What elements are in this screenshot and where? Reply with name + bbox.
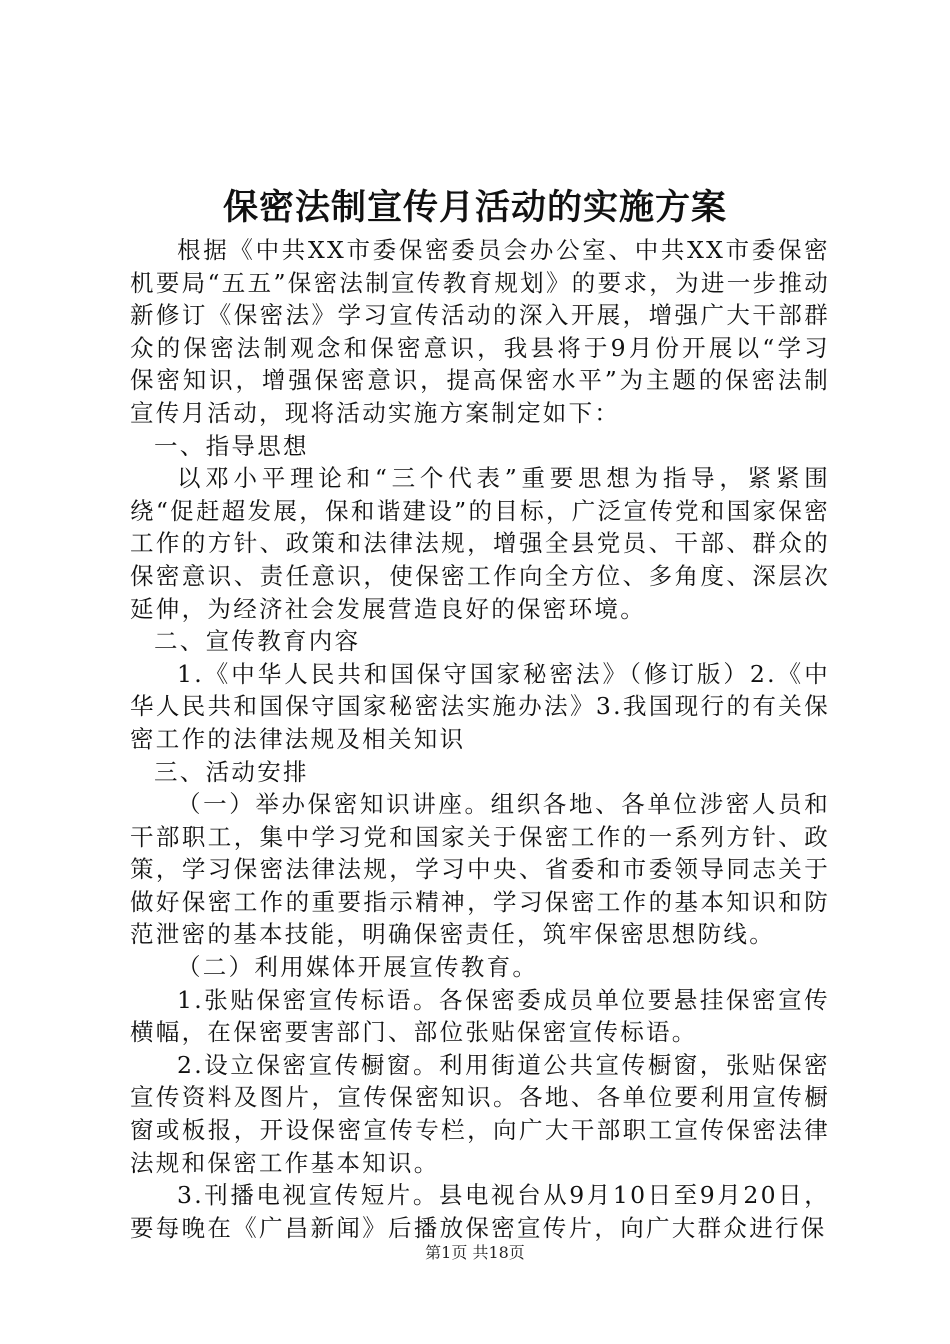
lecture-paragraph: （一）举办保密知识讲座。组织各地、各单位涉密人员和干部职工，集中学习党和国家关于保密工作的一系列方针、政策，学习保密法律法规，学习中央、省委和市委领导同志关于做好保密工作的重要指示精神，学习保密工作的基本知识和防范泄密的基本技能，明确保密责任，筑牢保密思想防线。: [130, 790, 830, 949]
showcase-paragraph: 2.设立保密宣传橱窗。利用街道公共宣传橱窗，张贴保密宣传资料及图片，宣传保密知识。各地、各单位要利用宣传橱窗或板报，开设保密宣传专栏，向广大干部职工宣传保密法律法规和保密工作基本知识。: [130, 1050, 830, 1177]
document-body: [130, 234, 830, 1244]
tv-paragraph: 3.刊播电视宣传短片。县电视台从9月10日至9月20日，要每晚在《广昌新闻》后播放保密宣传片，向广大群众进行保: [130, 1181, 830, 1242]
guiding-ideology-paragraph: 以邓小平理论和“三个代表”重要思想为指导，紧紧围绕“促赶超发展，保和谐建设”的目标，广泛宣传党和国家保密工作的方针、政策和法律法规，增强全县党员、干部、群众的保密意识、责任意识，使保密工作向全方位、多角度、深层次延伸，为经济社会发展营造良好的保密环境。: [130, 464, 830, 623]
media-heading: （二）利用媒体开展宣传教育。: [177, 953, 539, 982]
document-title: 保密法制宣传月活动的实施方案: [222, 187, 727, 228]
intro-paragraph: 根据《中共XX市委保密委员会办公室、中共XX市委保密机要局“五五”保密法制宣传教育规划》的要求，为进一步推动新修订《保密法》学习宣传活动的深入开展，增强广大干部群众的保密法制观念和保密意识，我县将于9月份开展以“学习保密知识，增强保密意识，提高保密水平”为主题的保密法制宣传月活动，现将活动实施方案制定如下：: [130, 236, 830, 427]
education-content-paragraph: 1.《中华人民共和国保守国家秘密法》（修订版）2.《中华人民共和国保守国家秘密法实施办法》3.我国现行的有关保密工作的法律法规及相关知识: [130, 659, 830, 753]
page-number: 第1页 共18页: [425, 1243, 525, 1262]
section-heading-activity-arrangement: 三、活动安排: [154, 757, 309, 786]
slogan-paragraph: 1.张贴保密宣传标语。各保密委成员单位要悬挂保密宣传横幅，在保密要害部门、部位张贴保密宣传标语。: [130, 985, 830, 1047]
section-heading-guiding-ideology: 一、指导思想: [154, 431, 309, 460]
section-heading-education-content: 二、宣传教育内容: [154, 627, 361, 656]
